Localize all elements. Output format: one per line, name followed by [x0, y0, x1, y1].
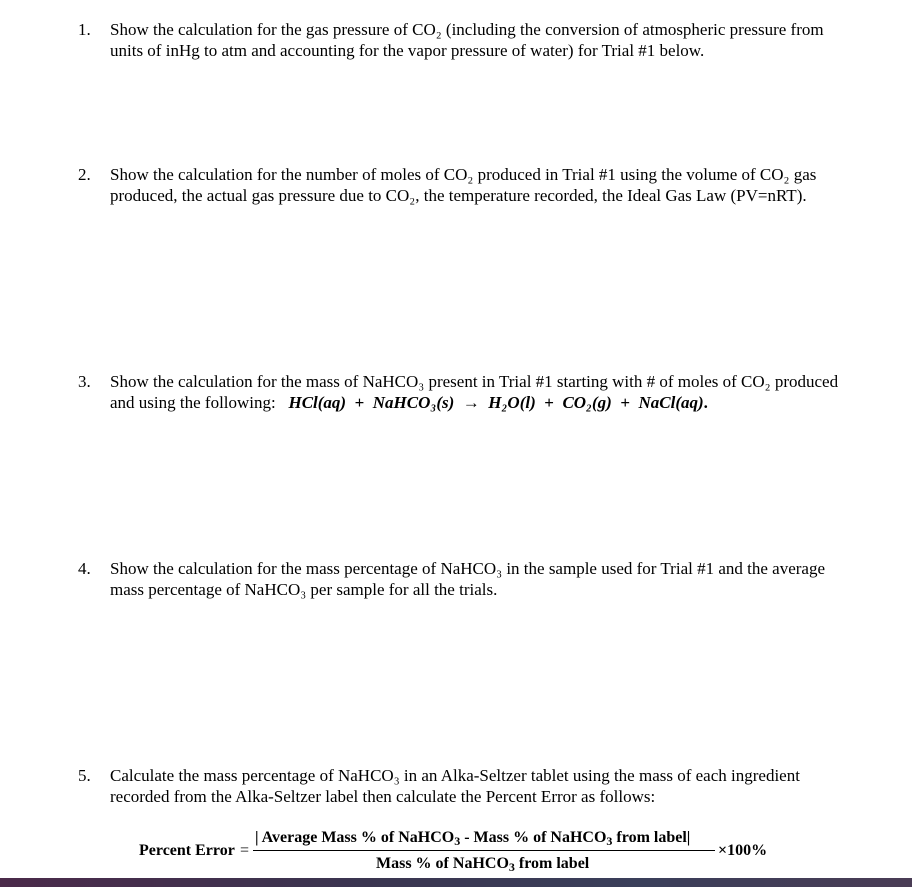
formula-denominator — [376, 855, 589, 873]
subscript: 3 — [606, 834, 613, 848]
reactant-nahco3: NaHCO₃(s) — [372, 393, 455, 412]
plus-sign: + — [620, 393, 630, 412]
fraction-bar — [253, 850, 715, 851]
formula-equals: = — [240, 842, 250, 859]
equation-period: . — [703, 393, 708, 412]
subscript: 3 — [454, 834, 461, 848]
formula-label: Percent Error — [139, 842, 235, 859]
numerator-part-a: | Average Mass % of NaHCO — [255, 829, 455, 846]
numerator-part-b: - Mass % of NaHCO — [460, 829, 607, 846]
question-number: 3. — [78, 372, 91, 391]
subscript: 3 — [508, 860, 515, 874]
question-text: Show the calculation for the mass percentage of NaHCO₃ in the sample used for Trial #1 and the average mass percentage of NaHCO₃ per sample for all the trials. — [110, 559, 825, 599]
question-text: Show the calculation for the number of moles of CO₂ produced in Trial #1 using the volume of CO₂ gas produced, the actual gas pressure due to CO₂, the temperature recorded, the Ideal Gas Law (PV=nRT). — [110, 165, 817, 205]
numerator-part-c: from label| — [612, 829, 691, 846]
denominator-part-b: from label — [514, 855, 590, 872]
product-nacl: NaCl(aq) — [638, 393, 704, 412]
plus-sign: + — [544, 393, 554, 412]
formula-numerator — [255, 829, 690, 847]
question-number: 2. — [78, 165, 91, 184]
formula-multiplier: ×100% — [718, 842, 768, 859]
reactant-hcl: HCl(aq) — [288, 393, 347, 412]
denominator-part-a: Mass % of NaHCO — [376, 855, 509, 872]
chemical-equation — [288, 393, 707, 412]
plus-sign: + — [354, 393, 365, 412]
question-text: Calculate the mass percentage of NaHCO₃ in an Alka-Seltzer tablet using the mass of each ingredient recorded from the Alka-Seltzer label then calculate the Percent Error as follows: — [110, 766, 800, 806]
reaction-arrow: → — [462, 393, 480, 412]
question-text-block — [110, 371, 850, 413]
question-number: 1. — [78, 20, 91, 39]
question-text: Show the calculation for the mass of NaHCO₃ present in Trial #1 starting with # of moles of CO₂ produced and using the following: — [110, 372, 839, 412]
percent-error-formula — [0, 826, 912, 876]
product-co2: CO₂(g) — [562, 393, 612, 412]
question-number: 4. — [78, 559, 91, 578]
window-bottom-bar — [0, 878, 912, 887]
question-text: Show the calculation for the gas pressure of CO₂ (including the conversion of atmospheric pressure from units of inHg to atm and accounting for the vapor pressure of water) for Trial #1 below. — [110, 20, 824, 60]
product-h2o: H₂O(l) — [488, 393, 536, 412]
question-number: 5. — [78, 766, 91, 785]
